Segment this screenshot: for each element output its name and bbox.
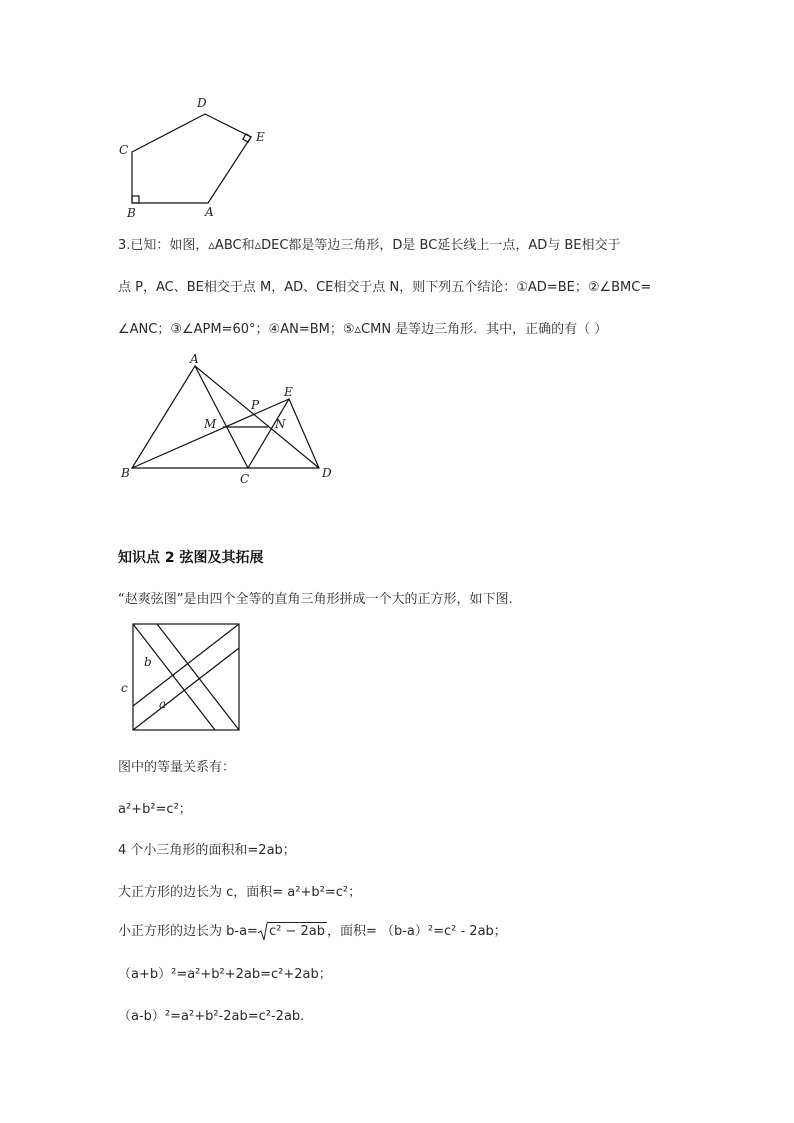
relation-4-suffix: ，面积= （b-a）²=c² - 2ab； bbox=[326, 924, 507, 939]
label-d2: D bbox=[322, 466, 332, 480]
label-e: E bbox=[256, 130, 265, 144]
label-c2: C bbox=[240, 472, 250, 486]
label-d: D bbox=[197, 96, 207, 110]
label-b3: b bbox=[144, 655, 152, 669]
label-b2: B bbox=[121, 466, 130, 480]
pentagon-diagram bbox=[110, 90, 290, 225]
right-angle-mark-e bbox=[243, 134, 251, 142]
label-a2: A bbox=[190, 352, 199, 366]
relation-2: 4 个小三角形的面积和=2ab； bbox=[118, 843, 296, 858]
sqrt-expression bbox=[258, 922, 327, 939]
radicand: c² − 2ab bbox=[268, 924, 325, 939]
outer-square bbox=[133, 624, 239, 730]
label-a: A bbox=[205, 205, 214, 219]
relation-4-prefix: 小正方形的边长为 b-a= bbox=[118, 924, 258, 939]
triangles-diagram bbox=[115, 350, 345, 485]
problem3-line1: 3.已知：如图，▵ABC和▵DEC都是等边三角形，D是 BC延长线上一点，AD与 BE相交于 bbox=[118, 238, 621, 253]
segment-be bbox=[132, 399, 289, 468]
relation-1: a²+b²=c²； bbox=[118, 802, 192, 817]
pentagon-shape bbox=[132, 114, 251, 203]
triangle-edge-3 bbox=[157, 624, 239, 730]
relation-3: 大正方形的边长为 c，面积= a²+b²=c²； bbox=[118, 885, 362, 900]
relation-5: （a+b）²=a²+b²+2ab=c²+2ab； bbox=[118, 967, 332, 982]
label-c: C bbox=[119, 143, 129, 157]
label-p: P bbox=[251, 398, 260, 412]
radical-sign-icon bbox=[258, 922, 268, 942]
relations-title: 图中的等量关系有： bbox=[118, 760, 236, 775]
problem3-line2: 点 P，AC、BE相交于点 M，AD、CE相交于点 N，则下列五个结论：①AD=BE；②∠BMC= bbox=[118, 280, 652, 295]
relation-4 bbox=[118, 920, 507, 939]
label-c3: c bbox=[121, 681, 128, 695]
label-e2: E bbox=[284, 385, 293, 399]
section-intro: “赵爽弦图”是由四个全等的直角三角形拼成一个大的正方形，如下图. bbox=[118, 592, 513, 607]
string-diagram-figure bbox=[115, 620, 245, 735]
label-n: N bbox=[275, 417, 286, 431]
triangle-abc bbox=[132, 366, 248, 468]
triangle-edge-1 bbox=[133, 624, 215, 730]
triangles-figure bbox=[115, 350, 345, 485]
label-a3: a bbox=[159, 697, 167, 711]
string-diagram bbox=[115, 620, 245, 735]
relation-6: （a-b）²=a²+b²-2ab=c²-2ab. bbox=[118, 1009, 305, 1024]
section-heading: 知识点 2 弦图及其拓展 bbox=[118, 550, 264, 566]
problem3-line3: ∠ANC；③∠APM=60°；④AN=BM；⑤▵CMN 是等边三角形．其中，正确的有（ ） bbox=[118, 322, 608, 337]
label-m: M bbox=[204, 417, 217, 431]
right-angle-mark-b bbox=[132, 196, 139, 203]
pentagon-figure bbox=[110, 90, 290, 225]
label-b: B bbox=[127, 206, 136, 220]
